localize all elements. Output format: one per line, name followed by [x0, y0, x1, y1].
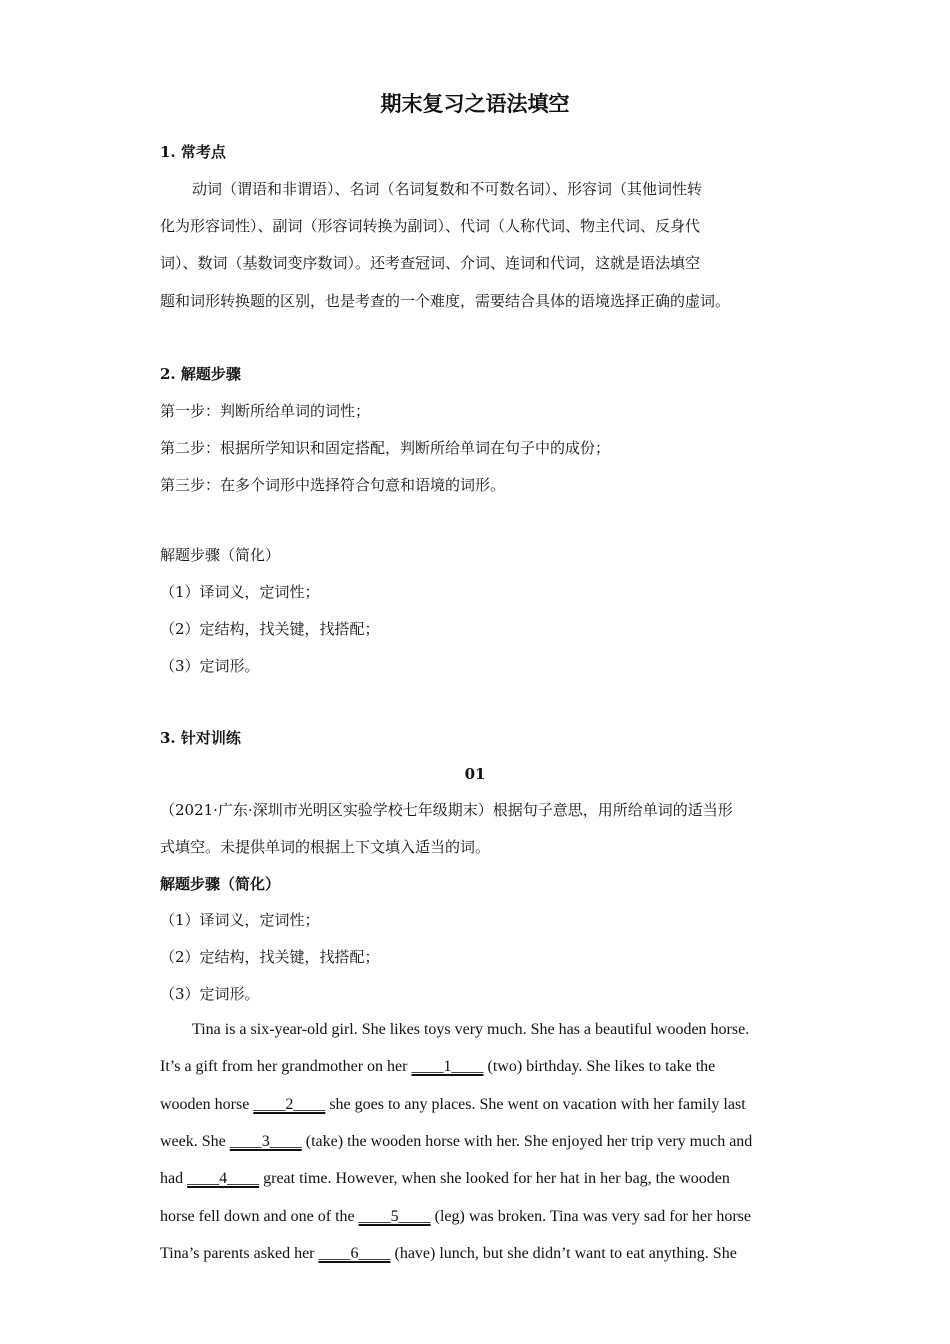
- passage-text: Tina’s parents asked her: [160, 1245, 319, 1262]
- passage-line: [160, 1244, 737, 1264]
- simplified-step-item: （2）定结构，找关键，找搭配；: [160, 620, 380, 638]
- blank-5[interactable]: ____5____: [358, 1208, 431, 1225]
- paragraph-line: 词）、数词（基数词变序数词）。还考查冠词、介词、连词和代词，这就是语法填空: [160, 254, 701, 272]
- exercise-steps-title: 解题步骤（简化）: [160, 875, 281, 893]
- passage-text: It’s a gift from her grandmother on her: [160, 1058, 412, 1075]
- step-item: 第三步：在多个词形中选择符合句意和语境的词形。: [160, 476, 506, 494]
- passage-line: [160, 1057, 715, 1077]
- blank-4[interactable]: ____4____: [187, 1170, 260, 1187]
- exercise-step-item: （1）译词义，定词性；: [160, 911, 320, 929]
- section-2-heading: 2. 解题步骤: [160, 365, 241, 383]
- passage-text: (take) the wooden horse with her. She enjoyed her trip very much and: [301, 1133, 753, 1150]
- exercise-step-item: （3）定词形。: [160, 985, 260, 1003]
- exercise-instruction: 式填空。未提供单词的根据上下文填入适当的词。: [160, 838, 491, 856]
- blank-6[interactable]: ____6____: [318, 1245, 391, 1262]
- passage-text: week. She: [160, 1133, 230, 1150]
- passage-text: wooden horse: [160, 1096, 254, 1113]
- paragraph-line: 化为形容词性）、副词（形容词转换为副词）、代词（人称代词、物主代词、反身代: [160, 217, 701, 235]
- passage-text: she goes to any places. She went on vacation with her family last: [325, 1096, 746, 1113]
- passage-line: Tina is a six-year-old girl. She likes toys very much. She has a beautiful wooden horse.: [192, 1021, 750, 1038]
- passage-line: [160, 1169, 730, 1189]
- exercise-instruction: （2021·广东·深圳市光明区实验学校七年级期末）根据句子意思，用所给单词的适当形: [160, 801, 733, 819]
- passage-text: great time. However, when she looked for her hat in her bag, the wooden: [259, 1170, 730, 1187]
- step-item: 第一步：判断所给单词的词性；: [160, 402, 371, 420]
- step-item: 第二步：根据所学知识和固定搭配，判断所给单词在句子中的成份；: [160, 439, 611, 457]
- passage-line: [160, 1207, 751, 1227]
- paragraph-line: 题和词形转换题的区别，也是考查的一个难度，需要结合具体的语境选择正确的虚词。: [160, 292, 731, 310]
- blank-2[interactable]: ____2____: [253, 1096, 326, 1113]
- passage-line: [160, 1132, 752, 1152]
- passage-text: had: [160, 1170, 188, 1187]
- simplified-step-item: （3）定词形。: [160, 657, 260, 675]
- simplified-step-item: （1）译词义，定词性；: [160, 583, 320, 601]
- blank-1[interactable]: ____1____: [411, 1058, 484, 1075]
- page-title: 期末复习之语法填空: [380, 92, 570, 116]
- simplified-steps-title: 解题步骤（简化）: [160, 546, 281, 564]
- exercise-number: 01: [464, 765, 486, 783]
- passage-text: (leg) was broken. Tina was very sad for her horse: [430, 1208, 751, 1225]
- exercise-step-item: （2）定结构，找关键，找搭配；: [160, 948, 380, 966]
- passage-line: [160, 1095, 746, 1115]
- paragraph-line: 动词（谓语和非谓语）、名词（名词复数和不可数名词）、形容词（其他词性转: [192, 180, 703, 198]
- section-3-heading: 3. 针对训练: [160, 729, 241, 747]
- passage-text: (have) lunch, but she didn’t want to eat anything. She: [390, 1245, 737, 1262]
- passage-text: horse fell down and one of the: [160, 1208, 359, 1225]
- section-1-heading: 1. 常考点: [160, 143, 226, 161]
- blank-3[interactable]: ____3____: [229, 1133, 302, 1150]
- passage-text: (two) birthday. She likes to take the: [483, 1058, 716, 1075]
